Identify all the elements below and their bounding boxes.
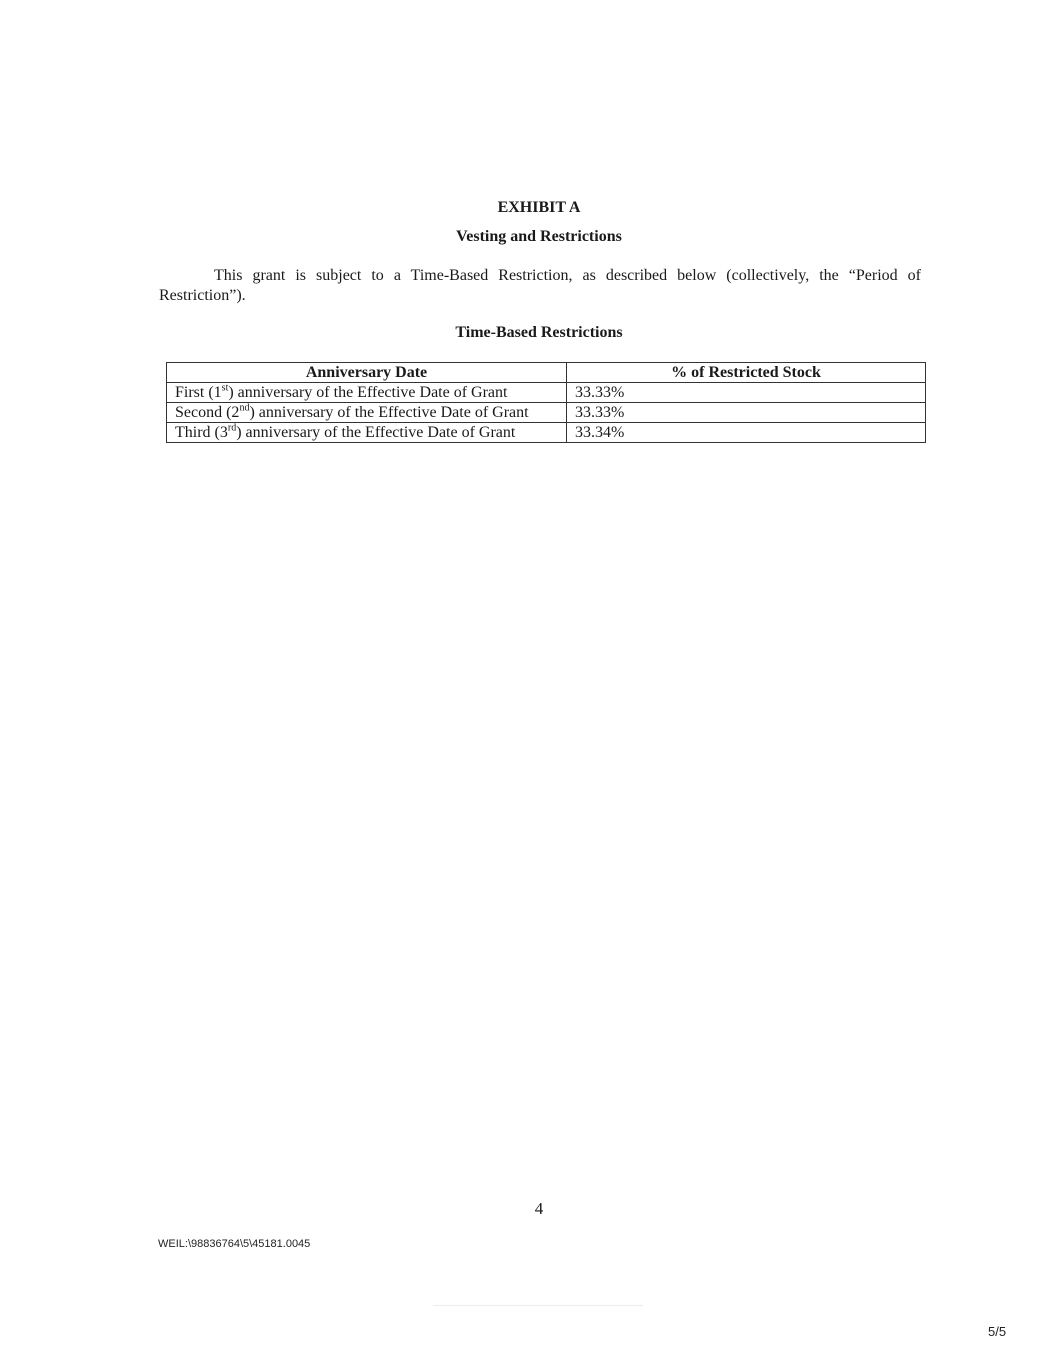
table-row bbox=[167, 423, 926, 443]
percent-cell: 33.33% bbox=[567, 383, 926, 403]
document-id: WEIL:\98836764\5\45181.0045 bbox=[158, 1238, 311, 1250]
table-row bbox=[167, 383, 926, 403]
ordinal-rest: ) anniversary of the Effective Date of Grant bbox=[228, 384, 508, 401]
exhibit-title: EXHIBIT A bbox=[497, 199, 581, 216]
vesting-table bbox=[166, 362, 926, 443]
table-header-row bbox=[167, 363, 926, 383]
ordinal-prefix: Second (2 bbox=[175, 404, 240, 421]
ordinal-suffix: rd bbox=[227, 422, 237, 434]
ordinal-rest: ) anniversary of the Effective Date of Grant bbox=[236, 424, 516, 441]
column-header-anniversary-date: Anniversary Date bbox=[167, 363, 567, 383]
ordinal-rest: ) anniversary of the Effective Date of Grant bbox=[249, 404, 529, 421]
anniversary-cell bbox=[167, 423, 567, 443]
anniversary-cell bbox=[167, 403, 567, 423]
percent-cell: 33.33% bbox=[567, 403, 926, 423]
exhibit-subtitle: Vesting and Restrictions bbox=[456, 228, 622, 245]
percent-cell: 33.34% bbox=[567, 423, 926, 443]
divider bbox=[433, 1305, 643, 1306]
intro-paragraph: This grant is subject to a Time-Based Restriction, as described below (collectively, the “Period of Restriction”). bbox=[159, 267, 921, 304]
ordinal-suffix: nd bbox=[239, 402, 250, 414]
anniversary-cell bbox=[167, 383, 567, 403]
ordinal-prefix: First (1 bbox=[175, 384, 222, 401]
viewer-page-counter: 5/5 bbox=[988, 1324, 1007, 1339]
column-header-percent-restricted: % of Restricted Stock bbox=[567, 363, 926, 383]
ordinal-prefix: Third (3 bbox=[175, 424, 228, 441]
ordinal-suffix: st bbox=[221, 382, 229, 394]
table-row bbox=[167, 403, 926, 423]
page-number: 4 bbox=[534, 1199, 544, 1218]
section-heading: Time-Based Restrictions bbox=[455, 324, 623, 341]
